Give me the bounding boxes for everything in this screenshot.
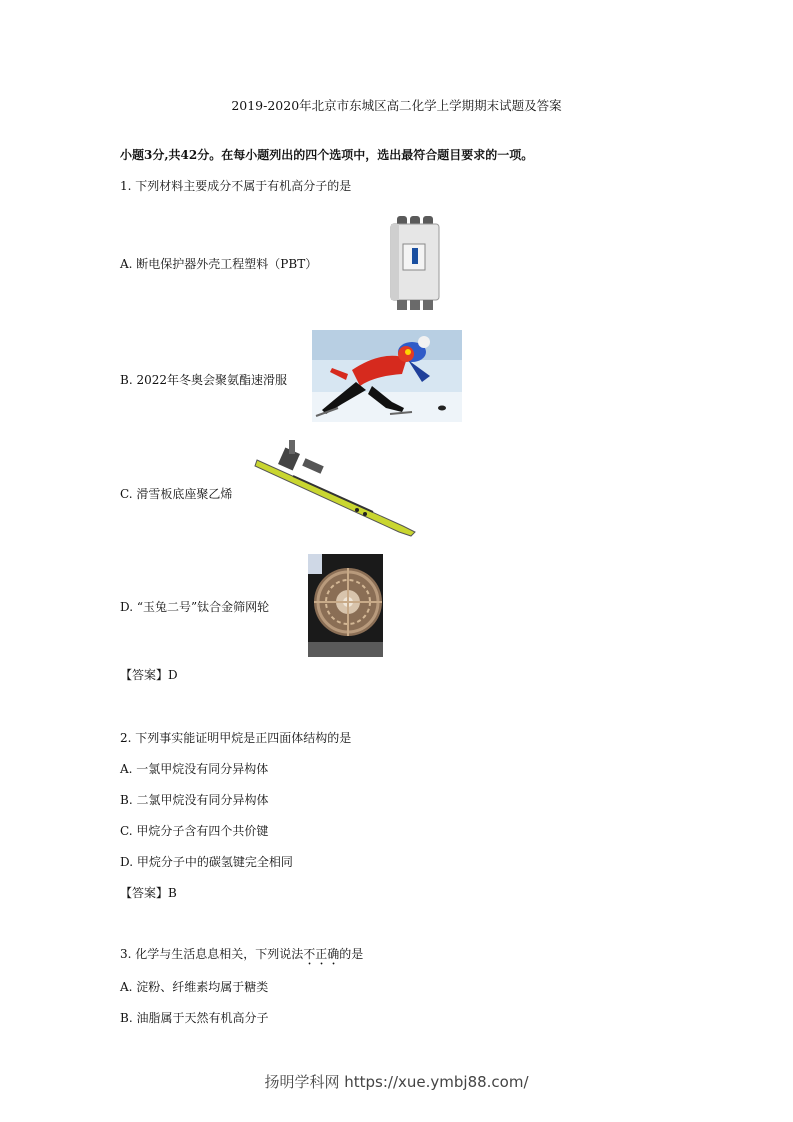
q3-stem-after: 的是 <box>339 947 364 961</box>
q3-stem-emphasis: 不正确 <box>303 947 340 961</box>
circuit-breaker-image <box>387 214 443 312</box>
q2-option-d: D. 甲烷分子中的碳氢键完全相同 <box>120 855 293 869</box>
q3-option-b: B. 油脂属于天然有机高分子 <box>120 1011 269 1025</box>
yutu-rover-wheel-image <box>308 554 383 657</box>
q1-stem: 1. 下列材料主要成分不属于有机高分子的是 <box>120 179 352 193</box>
q1-option-c: C. 滑雪板底座聚乙烯 <box>120 487 233 501</box>
speed-skating-image <box>312 330 462 422</box>
q1-option-d: D. “玉兔二号”钛合金筛网轮 <box>120 600 270 614</box>
q2-option-c: C. 甲烷分子含有四个共价键 <box>120 824 269 838</box>
q2-stem: 2. 下列事实能证明甲烷是正四面体结构的是 <box>120 731 352 745</box>
instructions: 小题3分,共42分。在每小题列出的四个选项中，选出最符合题目要求的一项。 <box>120 148 534 162</box>
q2-option-a: A. 一氯甲烷没有同分异构体 <box>120 762 269 776</box>
q2-answer: 【答案】B <box>120 886 177 900</box>
q3-stem-before: 3. 化学与生活息息相关，下列说法 <box>120 947 304 961</box>
snowboard-image <box>253 436 417 540</box>
q1-option-a: A. 断电保护器外壳工程塑料（PBT） <box>120 257 318 271</box>
q3-stem <box>120 945 363 968</box>
q1-answer: 【答案】D <box>120 668 178 682</box>
q2-option-b: B. 二氯甲烷没有同分异构体 <box>120 793 269 807</box>
footer-watermark: 扬明学科网 https://xue.ymbj88.com/ <box>264 1073 529 1091</box>
q1-option-b: B. 2022年冬奥会聚氨酯速滑服 <box>120 373 287 387</box>
document-title: 2019-2020年北京市东城区高二化学上学期期末试题及答案 <box>231 98 562 113</box>
q3-option-a: A. 淀粉、纤维素均属于糖类 <box>120 980 269 994</box>
